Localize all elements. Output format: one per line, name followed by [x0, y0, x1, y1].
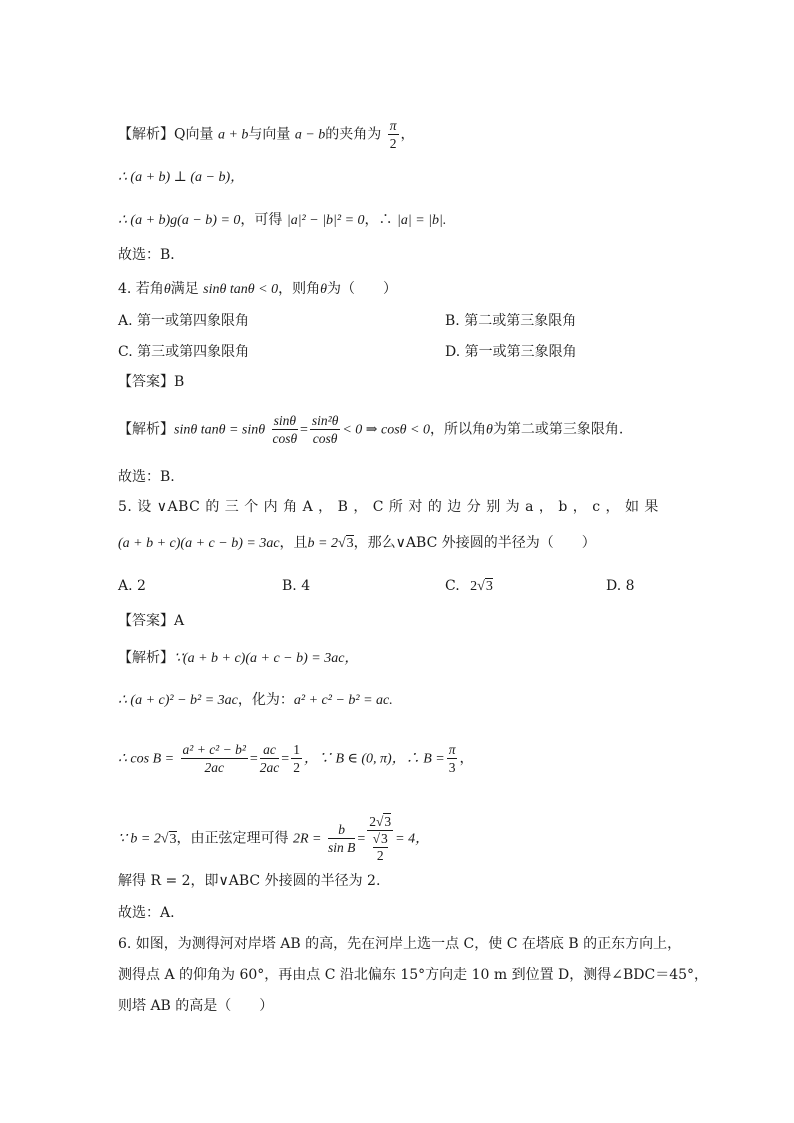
q5-analysis-line-3: ∴ cos B = $\frac{\text{a² + c² − b²}}{2ac}$ = $\frac{ac}{2ac}$ = $\frac{1}{2}$ ，∵ B ∈ (0, π)，∴ B = $\frac{\pi}{3}$ ， [118, 742, 474, 775]
sin-over-cos-fraction: $\frac{\sin\theta}{\cos\theta}$ [272, 413, 298, 446]
text: 的夹角为 [325, 126, 382, 143]
math: ∴ (a + b)g(a − b) = 0 [118, 213, 241, 228]
q5-stem-line-2: (a + b + c)(a + c − b) = 3ac，且b = 2√3，那么∨ABC 外接圆的半径为（ ） [118, 535, 596, 551]
q5-choose: 故选：A. [118, 905, 175, 921]
q5-stem-line-1: 5. 设 ∨ABC 的 三 个 内 角 A ， B ， C 所 对 的 边 分 别 为 a ， b ， c ， 如 果 [118, 499, 659, 515]
q5-analysis-line-4: ∵ b = 2√3，由正弦定理可得 2R = $\frac{b}{\text{sin B}}$ = $\frac{2√3}{\frac{√3}{2}}$ = 4， [118, 814, 430, 863]
q5-analysis-line-5: 解得 R = 2，即∨ABC 外接圆的半径为 2. [118, 873, 381, 889]
q5-option-c: C. 2√3 [445, 578, 493, 594]
math: (a + b + c)(a + c − b) = 3ac [118, 536, 280, 551]
q3-analysis-line: 【解析】Q向量 a + b与向量 a − b的夹角为 $\frac{\pi}{2}$ ， [118, 118, 415, 151]
b-over-sinb-fraction: $\frac{b}{\text{sin B}}$ [327, 822, 356, 855]
sin2-over-cos-fraction: $\frac{\text{sin²θ}}{\cos\theta}$ [311, 413, 339, 446]
vector-sum: a + b [217, 127, 249, 143]
q5-option-a: A. 2 [118, 578, 146, 594]
q4-option-c: C. 第三或第四象限角 [118, 344, 250, 360]
q6-stem-line-1: 6. 如图，为测得河对岸塔 AB 的高，先在河岸上选一点 C，使 C 在塔底 B 的正东方向上， [118, 936, 682, 952]
text: 与向量 [248, 126, 291, 143]
vector-diff: a − b [294, 127, 326, 143]
pi-over-3-fraction: $\frac{\pi}{3}$ [448, 742, 456, 775]
q4-answer: 【答案】B [118, 374, 185, 390]
q5-answer: 【答案】A [118, 613, 185, 629]
cosine-rule-fraction: $\frac{\text{a² + c² − b²}}{2ac}$ [182, 742, 246, 775]
q3-dot-product-line: ∴ (a + b)g(a − b) = 0，可得 |a|² − |b|² = 0，∴ |a| = |b|. [118, 212, 447, 228]
q5-analysis-line-2: ∴ (a + c)² − b² = 3ac，化为：a² + c² − b² = ac. [118, 692, 393, 708]
one-half-fraction: $\frac{1}{2}$ [293, 742, 300, 775]
q4-option-b: B. 第二或第三象限角 [445, 313, 577, 329]
q4-stem: 4. 若角θ满足 sinθ tanθ < 0，则角θ为（ ） [118, 281, 397, 297]
q5-option-d: D. 8 [606, 578, 635, 594]
q6-stem-line-2: 测得点 A 的仰角为 60°，再由点 C 沿北偏东 15°方向走 10 m 到位置 D，测得∠BDC＝45°， [118, 967, 709, 983]
math: |a| = |b|. [397, 213, 447, 228]
math: sinθ tanθ < 0 [203, 282, 279, 297]
q6-stem-line-3: 则塔 AB 的高是（ ） [118, 998, 274, 1014]
text: Q向量 [174, 126, 214, 143]
q3-choose: 故选：B． [118, 247, 185, 263]
q5-option-b: B. 4 [282, 578, 311, 594]
ac-over-2ac-fraction: $\frac{ac}{2ac}$ [259, 742, 280, 775]
q4-analysis: 【解析】sinθ tanθ = sinθ $\frac{\sin\theta}{\cos\theta}$ = $\frac{\text{sin²θ}}{\cos\theta}$ < 0 ⇒ cosθ < 0，所以角θ为第二或第三象限角. [118, 413, 624, 446]
q4-option-d: D. 第一或第三象限角 [445, 344, 577, 360]
compound-fraction: $\frac{2√3}{\frac{√3}{2}}$ [369, 814, 392, 863]
q3-perpendicular-line: ∴ (a + b) ⊥ (a − b)， [118, 170, 245, 185]
analysis-tag: 【解析】 [118, 126, 174, 143]
q4-option-a: A. 第一或第四象限角 [118, 313, 250, 329]
q4-choose: 故选：B. [118, 469, 175, 485]
pi-over-2-fraction: $\frac{\pi}{2}$ [389, 118, 397, 151]
q5-analysis-line-1: 【解析】∵(a + b + c)(a + c − b) = 3ac， [118, 650, 359, 666]
math: |a|² − |b|² = 0 [286, 213, 365, 228]
